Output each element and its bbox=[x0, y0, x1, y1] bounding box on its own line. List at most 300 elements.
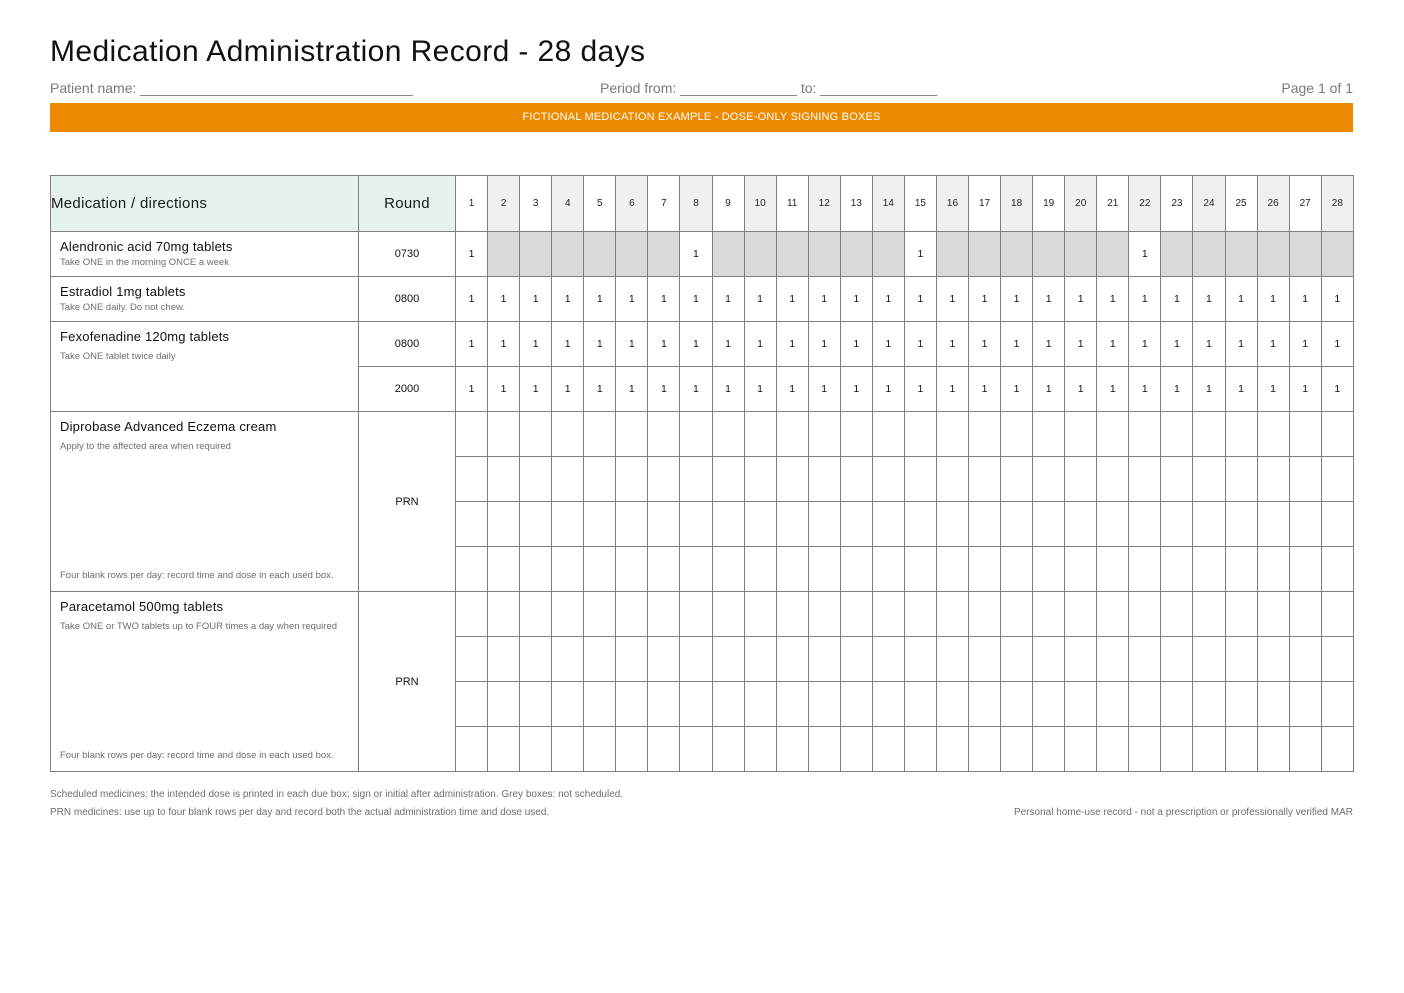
dose-box[interactable]: 1 bbox=[680, 232, 712, 277]
signing-box[interactable] bbox=[1321, 682, 1353, 727]
signing-box[interactable] bbox=[744, 592, 776, 637]
dose-box[interactable]: 1 bbox=[1065, 277, 1097, 322]
signing-box[interactable] bbox=[456, 457, 488, 502]
signing-box[interactable] bbox=[744, 457, 776, 502]
signing-box[interactable] bbox=[1161, 457, 1193, 502]
signing-box[interactable] bbox=[616, 592, 648, 637]
signing-box[interactable] bbox=[648, 547, 680, 592]
signing-box[interactable] bbox=[808, 412, 840, 457]
dose-box[interactable]: 1 bbox=[712, 367, 744, 412]
dose-box[interactable]: 1 bbox=[1289, 277, 1321, 322]
dose-box[interactable]: 1 bbox=[648, 367, 680, 412]
dose-box[interactable]: 1 bbox=[488, 322, 520, 367]
signing-box[interactable] bbox=[552, 682, 584, 727]
signing-box[interactable] bbox=[488, 682, 520, 727]
signing-box[interactable] bbox=[712, 682, 744, 727]
signing-box[interactable] bbox=[648, 502, 680, 547]
dose-box[interactable]: 1 bbox=[1097, 367, 1129, 412]
dose-box[interactable]: 1 bbox=[488, 277, 520, 322]
signing-box[interactable] bbox=[1161, 592, 1193, 637]
dose-box[interactable]: 1 bbox=[1289, 367, 1321, 412]
signing-box[interactable] bbox=[552, 547, 584, 592]
signing-box[interactable] bbox=[904, 682, 936, 727]
signing-box[interactable] bbox=[936, 547, 968, 592]
signing-box[interactable] bbox=[1129, 547, 1161, 592]
signing-box[interactable] bbox=[1033, 457, 1065, 502]
dose-box[interactable]: 1 bbox=[520, 367, 552, 412]
signing-box[interactable] bbox=[648, 637, 680, 682]
dose-box[interactable]: 1 bbox=[1065, 367, 1097, 412]
signing-box[interactable] bbox=[872, 412, 904, 457]
signing-box[interactable] bbox=[969, 457, 1001, 502]
signing-box[interactable] bbox=[808, 502, 840, 547]
signing-box[interactable] bbox=[520, 727, 552, 772]
dose-box[interactable]: 1 bbox=[1161, 322, 1193, 367]
signing-box[interactable] bbox=[1321, 727, 1353, 772]
signing-box[interactable] bbox=[648, 412, 680, 457]
signing-box[interactable] bbox=[648, 592, 680, 637]
signing-box[interactable] bbox=[488, 637, 520, 682]
signing-box[interactable] bbox=[840, 502, 872, 547]
dose-box[interactable]: 1 bbox=[1033, 367, 1065, 412]
dose-box[interactable]: 1 bbox=[1193, 367, 1225, 412]
signing-box[interactable] bbox=[1257, 502, 1289, 547]
signing-box[interactable] bbox=[1193, 637, 1225, 682]
signing-box[interactable] bbox=[840, 592, 872, 637]
dose-box[interactable]: 1 bbox=[520, 277, 552, 322]
signing-box[interactable] bbox=[808, 637, 840, 682]
signing-box[interactable] bbox=[1161, 637, 1193, 682]
signing-box[interactable] bbox=[616, 502, 648, 547]
dose-box[interactable]: 1 bbox=[1225, 277, 1257, 322]
dose-box[interactable]: 1 bbox=[776, 277, 808, 322]
signing-box[interactable] bbox=[936, 502, 968, 547]
signing-box[interactable] bbox=[1193, 457, 1225, 502]
signing-box[interactable] bbox=[840, 682, 872, 727]
signing-box[interactable] bbox=[840, 412, 872, 457]
signing-box[interactable] bbox=[1097, 637, 1129, 682]
signing-box[interactable] bbox=[1161, 547, 1193, 592]
signing-box[interactable] bbox=[616, 682, 648, 727]
signing-box[interactable] bbox=[1001, 412, 1033, 457]
signing-box[interactable] bbox=[1257, 682, 1289, 727]
signing-box[interactable] bbox=[1033, 682, 1065, 727]
signing-box[interactable] bbox=[1161, 727, 1193, 772]
signing-box[interactable] bbox=[552, 412, 584, 457]
dose-box[interactable]: 1 bbox=[904, 232, 936, 277]
signing-box[interactable] bbox=[552, 592, 584, 637]
signing-box[interactable] bbox=[584, 412, 616, 457]
signing-box[interactable] bbox=[808, 592, 840, 637]
signing-box[interactable] bbox=[1065, 592, 1097, 637]
signing-box[interactable] bbox=[1097, 592, 1129, 637]
signing-box[interactable] bbox=[456, 502, 488, 547]
signing-box[interactable] bbox=[712, 727, 744, 772]
signing-box[interactable] bbox=[1289, 637, 1321, 682]
signing-box[interactable] bbox=[680, 637, 712, 682]
signing-box[interactable] bbox=[1001, 727, 1033, 772]
signing-box[interactable] bbox=[1033, 637, 1065, 682]
dose-box[interactable]: 1 bbox=[1193, 277, 1225, 322]
dose-box[interactable]: 1 bbox=[1129, 277, 1161, 322]
dose-box[interactable]: 1 bbox=[744, 322, 776, 367]
signing-box[interactable] bbox=[936, 412, 968, 457]
signing-box[interactable] bbox=[584, 727, 616, 772]
dose-box[interactable]: 1 bbox=[1321, 322, 1353, 367]
signing-box[interactable] bbox=[808, 457, 840, 502]
dose-box[interactable]: 1 bbox=[744, 277, 776, 322]
signing-box[interactable] bbox=[1289, 547, 1321, 592]
signing-box[interactable] bbox=[520, 412, 552, 457]
signing-box[interactable] bbox=[776, 412, 808, 457]
dose-box[interactable]: 1 bbox=[872, 322, 904, 367]
signing-box[interactable] bbox=[648, 457, 680, 502]
dose-box[interactable]: 1 bbox=[520, 322, 552, 367]
signing-box[interactable] bbox=[1225, 502, 1257, 547]
signing-box[interactable] bbox=[520, 637, 552, 682]
signing-box[interactable] bbox=[616, 727, 648, 772]
dose-box[interactable]: 1 bbox=[1129, 322, 1161, 367]
signing-box[interactable] bbox=[1321, 502, 1353, 547]
signing-box[interactable] bbox=[904, 457, 936, 502]
dose-box[interactable]: 1 bbox=[680, 322, 712, 367]
signing-box[interactable] bbox=[936, 592, 968, 637]
signing-box[interactable] bbox=[712, 502, 744, 547]
signing-box[interactable] bbox=[1065, 547, 1097, 592]
dose-box[interactable]: 1 bbox=[1225, 367, 1257, 412]
dose-box[interactable]: 1 bbox=[1129, 232, 1161, 277]
signing-box[interactable] bbox=[1321, 412, 1353, 457]
signing-box[interactable] bbox=[1129, 502, 1161, 547]
signing-box[interactable] bbox=[616, 412, 648, 457]
dose-box[interactable]: 1 bbox=[1001, 367, 1033, 412]
dose-box[interactable]: 1 bbox=[456, 277, 488, 322]
signing-box[interactable] bbox=[936, 457, 968, 502]
dose-box[interactable]: 1 bbox=[552, 367, 584, 412]
signing-box[interactable] bbox=[456, 727, 488, 772]
dose-box[interactable]: 1 bbox=[552, 322, 584, 367]
signing-box[interactable] bbox=[744, 637, 776, 682]
dose-box[interactable]: 1 bbox=[1289, 322, 1321, 367]
signing-box[interactable] bbox=[1097, 412, 1129, 457]
signing-box[interactable] bbox=[1161, 682, 1193, 727]
signing-box[interactable] bbox=[712, 637, 744, 682]
dose-box[interactable]: 1 bbox=[648, 322, 680, 367]
signing-box[interactable] bbox=[1257, 457, 1289, 502]
dose-box[interactable]: 1 bbox=[1001, 277, 1033, 322]
signing-box[interactable] bbox=[680, 547, 712, 592]
signing-box[interactable] bbox=[872, 547, 904, 592]
dose-box[interactable]: 1 bbox=[1033, 277, 1065, 322]
signing-box[interactable] bbox=[648, 727, 680, 772]
dose-box[interactable]: 1 bbox=[904, 367, 936, 412]
signing-box[interactable] bbox=[1193, 682, 1225, 727]
signing-box[interactable] bbox=[904, 412, 936, 457]
signing-box[interactable] bbox=[776, 547, 808, 592]
signing-box[interactable] bbox=[936, 682, 968, 727]
signing-box[interactable] bbox=[1289, 592, 1321, 637]
signing-box[interactable] bbox=[808, 547, 840, 592]
dose-box[interactable]: 1 bbox=[969, 367, 1001, 412]
signing-box[interactable] bbox=[1097, 547, 1129, 592]
signing-box[interactable] bbox=[1033, 412, 1065, 457]
signing-box[interactable] bbox=[1065, 727, 1097, 772]
signing-box[interactable] bbox=[1065, 412, 1097, 457]
dose-box[interactable]: 1 bbox=[584, 367, 616, 412]
signing-box[interactable] bbox=[584, 592, 616, 637]
signing-box[interactable] bbox=[969, 637, 1001, 682]
signing-box[interactable] bbox=[1257, 637, 1289, 682]
signing-box[interactable] bbox=[1225, 682, 1257, 727]
dose-box[interactable]: 1 bbox=[1161, 277, 1193, 322]
dose-box[interactable]: 1 bbox=[616, 322, 648, 367]
dose-box[interactable]: 1 bbox=[1097, 277, 1129, 322]
dose-box[interactable]: 1 bbox=[456, 367, 488, 412]
dose-box[interactable]: 1 bbox=[712, 277, 744, 322]
dose-box[interactable]: 1 bbox=[1001, 322, 1033, 367]
signing-box[interactable] bbox=[456, 412, 488, 457]
dose-box[interactable]: 1 bbox=[776, 322, 808, 367]
dose-box[interactable]: 1 bbox=[1129, 367, 1161, 412]
signing-box[interactable] bbox=[1289, 727, 1321, 772]
signing-box[interactable] bbox=[1193, 412, 1225, 457]
signing-box[interactable] bbox=[776, 682, 808, 727]
signing-box[interactable] bbox=[1001, 457, 1033, 502]
dose-box[interactable]: 1 bbox=[872, 367, 904, 412]
signing-box[interactable] bbox=[712, 412, 744, 457]
signing-box[interactable] bbox=[488, 412, 520, 457]
signing-box[interactable] bbox=[872, 682, 904, 727]
signing-box[interactable] bbox=[744, 727, 776, 772]
dose-box[interactable]: 1 bbox=[648, 277, 680, 322]
dose-box[interactable]: 1 bbox=[872, 277, 904, 322]
signing-box[interactable] bbox=[872, 457, 904, 502]
signing-box[interactable] bbox=[1257, 412, 1289, 457]
dose-box[interactable]: 1 bbox=[776, 367, 808, 412]
signing-box[interactable] bbox=[1129, 637, 1161, 682]
signing-box[interactable] bbox=[776, 502, 808, 547]
signing-box[interactable] bbox=[584, 682, 616, 727]
dose-box[interactable]: 1 bbox=[808, 367, 840, 412]
dose-box[interactable]: 1 bbox=[1321, 277, 1353, 322]
signing-box[interactable] bbox=[616, 457, 648, 502]
dose-box[interactable]: 1 bbox=[1257, 322, 1289, 367]
signing-box[interactable] bbox=[680, 457, 712, 502]
signing-box[interactable] bbox=[744, 502, 776, 547]
signing-box[interactable] bbox=[776, 592, 808, 637]
dose-box[interactable]: 1 bbox=[808, 277, 840, 322]
dose-box[interactable]: 1 bbox=[744, 367, 776, 412]
signing-box[interactable] bbox=[744, 682, 776, 727]
dose-box[interactable]: 1 bbox=[840, 322, 872, 367]
signing-box[interactable] bbox=[1321, 592, 1353, 637]
signing-box[interactable] bbox=[744, 412, 776, 457]
signing-box[interactable] bbox=[872, 637, 904, 682]
signing-box[interactable] bbox=[776, 637, 808, 682]
signing-box[interactable] bbox=[1033, 547, 1065, 592]
signing-box[interactable] bbox=[456, 547, 488, 592]
signing-box[interactable] bbox=[520, 682, 552, 727]
signing-box[interactable] bbox=[680, 727, 712, 772]
signing-box[interactable] bbox=[1257, 727, 1289, 772]
signing-box[interactable] bbox=[1225, 592, 1257, 637]
signing-box[interactable] bbox=[1001, 637, 1033, 682]
signing-box[interactable] bbox=[1001, 682, 1033, 727]
signing-box[interactable] bbox=[488, 457, 520, 502]
signing-box[interactable] bbox=[1225, 547, 1257, 592]
signing-box[interactable] bbox=[584, 637, 616, 682]
signing-box[interactable] bbox=[1193, 727, 1225, 772]
signing-box[interactable] bbox=[1321, 457, 1353, 502]
signing-box[interactable] bbox=[904, 592, 936, 637]
signing-box[interactable] bbox=[552, 457, 584, 502]
signing-box[interactable] bbox=[1097, 727, 1129, 772]
signing-box[interactable] bbox=[904, 547, 936, 592]
signing-box[interactable] bbox=[1065, 502, 1097, 547]
signing-box[interactable] bbox=[1257, 547, 1289, 592]
signing-box[interactable] bbox=[680, 502, 712, 547]
signing-box[interactable] bbox=[1033, 502, 1065, 547]
signing-box[interactable] bbox=[680, 412, 712, 457]
dose-box[interactable]: 1 bbox=[680, 367, 712, 412]
dose-box[interactable]: 1 bbox=[616, 367, 648, 412]
signing-box[interactable] bbox=[680, 682, 712, 727]
dose-box[interactable]: 1 bbox=[936, 367, 968, 412]
signing-box[interactable] bbox=[904, 502, 936, 547]
signing-box[interactable] bbox=[904, 727, 936, 772]
dose-box[interactable]: 1 bbox=[1257, 277, 1289, 322]
signing-box[interactable] bbox=[1033, 727, 1065, 772]
signing-box[interactable] bbox=[712, 457, 744, 502]
dose-box[interactable]: 1 bbox=[904, 277, 936, 322]
signing-box[interactable] bbox=[936, 637, 968, 682]
dose-box[interactable]: 1 bbox=[712, 322, 744, 367]
dose-box[interactable]: 1 bbox=[840, 277, 872, 322]
signing-box[interactable] bbox=[1321, 547, 1353, 592]
signing-box[interactable] bbox=[552, 727, 584, 772]
signing-box[interactable] bbox=[1289, 682, 1321, 727]
dose-box[interactable]: 1 bbox=[584, 322, 616, 367]
signing-box[interactable] bbox=[969, 727, 1001, 772]
signing-box[interactable] bbox=[584, 502, 616, 547]
signing-box[interactable] bbox=[872, 727, 904, 772]
signing-box[interactable] bbox=[904, 637, 936, 682]
signing-box[interactable] bbox=[456, 682, 488, 727]
signing-box[interactable] bbox=[969, 592, 1001, 637]
signing-box[interactable] bbox=[840, 727, 872, 772]
dose-box[interactable]: 1 bbox=[904, 322, 936, 367]
signing-box[interactable] bbox=[1097, 457, 1129, 502]
signing-box[interactable] bbox=[1033, 592, 1065, 637]
dose-box[interactable]: 1 bbox=[1065, 322, 1097, 367]
signing-box[interactable] bbox=[776, 727, 808, 772]
dose-box[interactable]: 1 bbox=[680, 277, 712, 322]
dose-box[interactable]: 1 bbox=[808, 322, 840, 367]
dose-box[interactable]: 1 bbox=[552, 277, 584, 322]
dose-box[interactable]: 1 bbox=[969, 322, 1001, 367]
signing-box[interactable] bbox=[584, 547, 616, 592]
signing-box[interactable] bbox=[872, 592, 904, 637]
signing-box[interactable] bbox=[840, 457, 872, 502]
dose-box[interactable]: 1 bbox=[1225, 322, 1257, 367]
dose-box[interactable]: 1 bbox=[1321, 367, 1353, 412]
signing-box[interactable] bbox=[840, 637, 872, 682]
signing-box[interactable] bbox=[872, 502, 904, 547]
signing-box[interactable] bbox=[1321, 637, 1353, 682]
signing-box[interactable] bbox=[616, 637, 648, 682]
signing-box[interactable] bbox=[1289, 457, 1321, 502]
signing-box[interactable] bbox=[488, 592, 520, 637]
signing-box[interactable] bbox=[969, 682, 1001, 727]
signing-box[interactable] bbox=[1193, 502, 1225, 547]
signing-box[interactable] bbox=[584, 457, 616, 502]
dose-box[interactable]: 1 bbox=[488, 367, 520, 412]
dose-box[interactable]: 1 bbox=[1097, 322, 1129, 367]
signing-box[interactable] bbox=[1225, 637, 1257, 682]
signing-box[interactable] bbox=[712, 592, 744, 637]
signing-box[interactable] bbox=[1001, 547, 1033, 592]
signing-box[interactable] bbox=[1129, 412, 1161, 457]
signing-box[interactable] bbox=[648, 682, 680, 727]
signing-box[interactable] bbox=[456, 637, 488, 682]
signing-box[interactable] bbox=[1129, 592, 1161, 637]
signing-box[interactable] bbox=[520, 457, 552, 502]
signing-box[interactable] bbox=[488, 547, 520, 592]
signing-box[interactable] bbox=[616, 547, 648, 592]
signing-box[interactable] bbox=[456, 592, 488, 637]
signing-box[interactable] bbox=[808, 727, 840, 772]
signing-box[interactable] bbox=[520, 592, 552, 637]
signing-box[interactable] bbox=[776, 457, 808, 502]
signing-box[interactable] bbox=[744, 547, 776, 592]
dose-box[interactable]: 1 bbox=[456, 322, 488, 367]
signing-box[interactable] bbox=[1289, 412, 1321, 457]
signing-box[interactable] bbox=[1225, 457, 1257, 502]
dose-box[interactable]: 1 bbox=[936, 322, 968, 367]
dose-box[interactable]: 1 bbox=[840, 367, 872, 412]
signing-box[interactable] bbox=[936, 727, 968, 772]
dose-box[interactable]: 1 bbox=[584, 277, 616, 322]
signing-box[interactable] bbox=[712, 547, 744, 592]
signing-box[interactable] bbox=[1065, 682, 1097, 727]
signing-box[interactable] bbox=[1257, 592, 1289, 637]
dose-box[interactable]: 1 bbox=[456, 232, 488, 277]
signing-box[interactable] bbox=[808, 682, 840, 727]
signing-box[interactable] bbox=[1129, 727, 1161, 772]
signing-box[interactable] bbox=[969, 502, 1001, 547]
signing-box[interactable] bbox=[1193, 592, 1225, 637]
signing-box[interactable] bbox=[1129, 457, 1161, 502]
signing-box[interactable] bbox=[1097, 502, 1129, 547]
signing-box[interactable] bbox=[1289, 502, 1321, 547]
signing-box[interactable] bbox=[969, 412, 1001, 457]
signing-box[interactable] bbox=[1161, 412, 1193, 457]
signing-box[interactable] bbox=[1065, 637, 1097, 682]
signing-box[interactable] bbox=[1065, 457, 1097, 502]
dose-box[interactable]: 1 bbox=[1033, 322, 1065, 367]
dose-box[interactable]: 1 bbox=[1193, 322, 1225, 367]
signing-box[interactable] bbox=[520, 502, 552, 547]
signing-box[interactable] bbox=[1193, 547, 1225, 592]
dose-box[interactable]: 1 bbox=[1161, 367, 1193, 412]
signing-box[interactable] bbox=[520, 547, 552, 592]
signing-box[interactable] bbox=[1129, 682, 1161, 727]
signing-box[interactable] bbox=[488, 727, 520, 772]
signing-box[interactable] bbox=[1225, 727, 1257, 772]
dose-box[interactable]: 1 bbox=[1257, 367, 1289, 412]
signing-box[interactable] bbox=[1225, 412, 1257, 457]
signing-box[interactable] bbox=[488, 502, 520, 547]
